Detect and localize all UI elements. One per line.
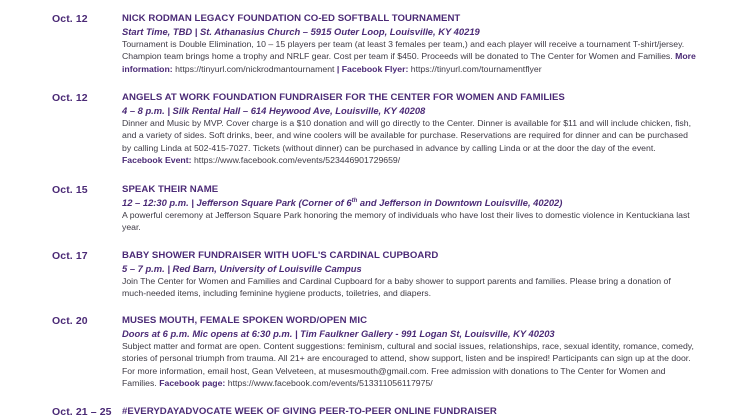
event-time-location-part: 12 – 12:30 p.m. | Jefferson Square Park (Corner of 6 [122, 197, 352, 208]
event-description [122, 340, 697, 389]
event-date: Oct. 15 [52, 184, 88, 196]
ordinal-suffix: th [351, 197, 358, 204]
facebook-flyer-label: Facebook Flyer: [341, 63, 409, 74]
event-description [122, 117, 697, 166]
event-content [122, 92, 697, 166]
event-time-location: Start Time, TBD | St. Athanasius Church – 5915 Outer Loop, Louisville, KY 40219 [122, 26, 480, 37]
event-description [122, 38, 697, 75]
facebook-page-link[interactable]: https://www.facebook.com/events/513311056117975/ [227, 377, 433, 388]
event-date: Oct. 12 [52, 92, 88, 104]
event-description: Join The Center for Women and Families and Cardinal Cupboard for a baby shower to support parents and families. Please bring a donation of much-needed items, including feminine hygiene products, toiletries, and diapers. [122, 276, 671, 299]
event-description: A powerful ceremony at Jefferson Square Park honoring the memory of individuals who have lost their lives to domestic violence in Kentuckiana last year. [122, 210, 690, 233]
event-content [122, 184, 697, 234]
event-content [122, 250, 697, 300]
event-content [122, 406, 697, 418]
event-title: MUSES MOUTH, FEMALE SPOKEN WORD/OPEN MIC [122, 315, 368, 326]
event-time-location-part: and Jefferson in Downtown Louisville, 40202) [357, 197, 563, 208]
event-title: NICK RODMAN LEGACY FOUNDATION CO-ED SOFTBALL TOURNAMENT [122, 13, 461, 24]
event-time-location [122, 196, 697, 209]
event-time-location: 4 – 8 p.m. | Silk Rental Hall – 614 Heywood Ave, Louisville, KY 40208 [122, 105, 426, 116]
more-info-link[interactable]: https://tinyurl.com/nickrodmantournament [175, 63, 335, 74]
event-content [122, 13, 697, 75]
event-date: Oct. 21 – 25 [52, 406, 112, 418]
event-time-location: 5 – 7 p.m. | Red Barn, University of Louisville Campus [122, 263, 362, 274]
event-description-text: Dinner and Music by MVP. Cover charge is a $10 donation and will go directly to the Center. Dinner is available for $11 and will include chicken, fish, and a variety of sides. Soft drinks, beer, and wine coolers will be available for purchase. Reservations are required for dinner and can be purchased by calling Linda at 502-415-7027. Tickets (without dinner) can be purchased in advance by calling Linda or at the door the day of the event. [122, 118, 692, 153]
event-date: Oct. 17 [52, 250, 88, 262]
event-title: #EVERYDAYADVOCATE WEEK OF GIVING PEER-TO-PEER ONLINE FUNDRAISER [122, 406, 497, 417]
event-date: Oct. 20 [52, 315, 88, 327]
more-info-label: More information: [122, 51, 696, 74]
facebook-event-label: Facebook Event: [122, 154, 192, 165]
event-description-text: Subject matter and format are open. Content suggestions: feminism, cultural and social issues, relationships, race, sexual identity, romance, comedy, stories of personal triumph from trauma. All 21+ are encouraged to attend, show support, listen and be inspired! Participants can sign up at the door. For more information, email host, Gean Velveteen, at musesmouth@gmail.com. Free admission with donations to The Center for Women and Families. [122, 341, 694, 388]
event-time-location: Doors at 6 p.m. Mic opens at 6:30 p.m. | Tim Faulkner Gallery - 991 Logan St, Louisville, KY 40203 [122, 328, 555, 339]
event-content [122, 315, 697, 389]
event-date: Oct. 12 [52, 13, 88, 25]
facebook-event-link[interactable]: https://www.facebook.com/events/523446901729659/ [193, 154, 401, 165]
separator: | [336, 63, 340, 74]
facebook-flyer-link[interactable]: https://tinyurl.com/tournamentflyer [410, 63, 542, 74]
event-description-text: Tournament is Double Elimination, 10 – 15 players per team (at least 3 females per team,) and each player will receive a tournament T-shirt/jersey. Champion team brings home a trophy and NRLF gear. Cost per team if $450. Proceeds will be donated to The Center for Women and Families. [122, 39, 685, 62]
event-title: ANGELS AT WORK FOUNDATION FUNDRAISER FOR THE CENTER FOR WOMEN AND FAMILIES [122, 92, 565, 103]
event-title: BABY SHOWER FUNDRAISER WITH UOFL'S CARDINAL CUPBOARD [122, 250, 439, 261]
event-title: SPEAK THEIR NAME [122, 184, 219, 195]
facebook-page-label: Facebook page: [159, 377, 226, 388]
